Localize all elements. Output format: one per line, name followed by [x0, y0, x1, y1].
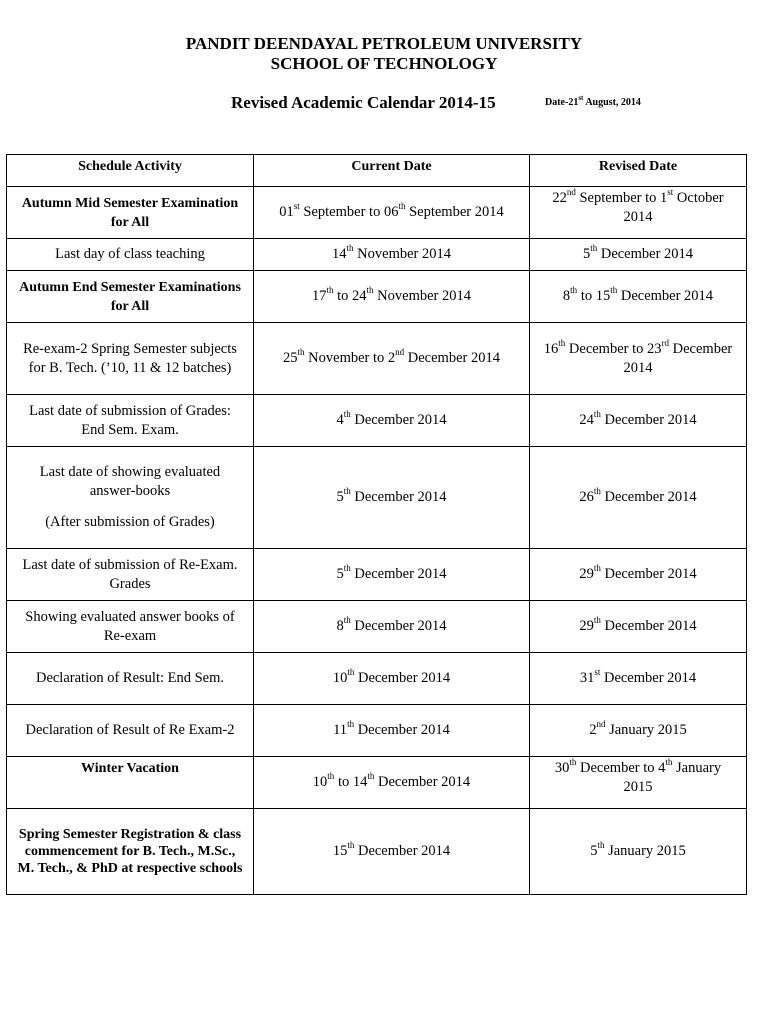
- calendar-title: Revised Academic Calendar 2014-15: [231, 93, 496, 112]
- table-header-row: [7, 155, 747, 187]
- col-header-activity: Schedule Activity: [7, 155, 254, 187]
- activity-cell: Declaration of Result: End Sem.: [7, 653, 254, 705]
- table-row: [7, 239, 747, 271]
- table-row: [7, 395, 747, 447]
- revised-date-cell: 29th December 2014: [530, 549, 747, 601]
- table-row: [7, 601, 747, 653]
- document-date: Date-21st August, 2014: [545, 93, 641, 108]
- revised-date-cell: 2nd January 2015: [530, 705, 747, 757]
- current-date-cell: 17th to 24th November 2014: [254, 271, 530, 323]
- activity-cell: Autumn End Semester Examinations for All: [7, 271, 254, 323]
- current-date-cell: 11th December 2014: [254, 705, 530, 757]
- current-date-cell: 8th December 2014: [254, 601, 530, 653]
- col-header-revised-date: Revised Date: [530, 155, 747, 187]
- revised-date-cell: 29th December 2014: [530, 601, 747, 653]
- activity-cell: Showing evaluated answer books of Re-exam: [7, 601, 254, 653]
- activity-cell: Re-exam-2 Spring Semester subjects for B. Tech. (’10, 11 & 12 batches): [7, 323, 254, 395]
- school-name: SCHOOL OF TECHNOLOGY: [270, 54, 498, 73]
- table-row: [7, 757, 747, 809]
- university-name: PANDIT DEENDAYAL PETROLEUM UNIVERSITY: [185, 34, 583, 53]
- revised-date-cell: 5th January 2015: [530, 809, 747, 895]
- current-date-cell: 10th December 2014: [254, 653, 530, 705]
- revised-date-cell: 5th December 2014: [530, 239, 747, 271]
- activity-cell: Last date of submission of Grades: End Sem. Exam.: [7, 395, 254, 447]
- revised-date-cell: 26th December 2014: [530, 447, 747, 549]
- activity-cell: Declaration of Result of Re Exam-2: [7, 705, 254, 757]
- table-row: [7, 809, 747, 895]
- activity-cell: Last date of submission of Re-Exam. Grades: [7, 549, 254, 601]
- activity-cell: Last date of showing evaluated answer-books (After submission of Grades): [7, 447, 254, 549]
- activity-cell: Last day of class teaching: [7, 239, 254, 271]
- current-date-cell: 14th November 2014: [254, 239, 530, 271]
- current-date-cell: 5th December 2014: [254, 549, 530, 601]
- revised-date-cell: 8th to 15th December 2014: [530, 271, 747, 323]
- activity-cell: Autumn Mid Semester Examination for All: [7, 187, 254, 239]
- revised-date-cell: 30th December to 4th January 2015: [530, 757, 747, 809]
- revised-date-cell: 24th December 2014: [530, 395, 747, 447]
- current-date-cell: 10th to 14th December 2014: [254, 757, 530, 809]
- current-date-cell: 01st September to 06th September 2014: [254, 187, 530, 239]
- activity-cell: Spring Semester Registration & class commencement for B. Tech., M.Sc., M. Tech., & PhD at respective schools: [7, 809, 254, 895]
- table-row: [7, 549, 747, 601]
- table-row: [7, 323, 747, 395]
- revised-date-cell: 16th December to 23rd December 2014: [530, 323, 747, 395]
- table-row: [7, 705, 747, 757]
- col-header-current-date: Current Date: [254, 155, 530, 187]
- revised-date-cell: 31st December 2014: [530, 653, 747, 705]
- revised-date-cell: 22nd September to 1st October 2014: [530, 187, 747, 239]
- current-date-cell: 15th December 2014: [254, 809, 530, 895]
- table-row: [7, 447, 747, 549]
- activity-cell: Winter Vacation: [7, 757, 254, 809]
- table-row: [7, 271, 747, 323]
- academic-calendar-table: [6, 154, 747, 895]
- table-row: [7, 653, 747, 705]
- current-date-cell: 4th December 2014: [254, 395, 530, 447]
- current-date-cell: 5th December 2014: [254, 447, 530, 549]
- current-date-cell: 25th November to 2nd December 2014: [254, 323, 530, 395]
- table-row: [7, 187, 747, 239]
